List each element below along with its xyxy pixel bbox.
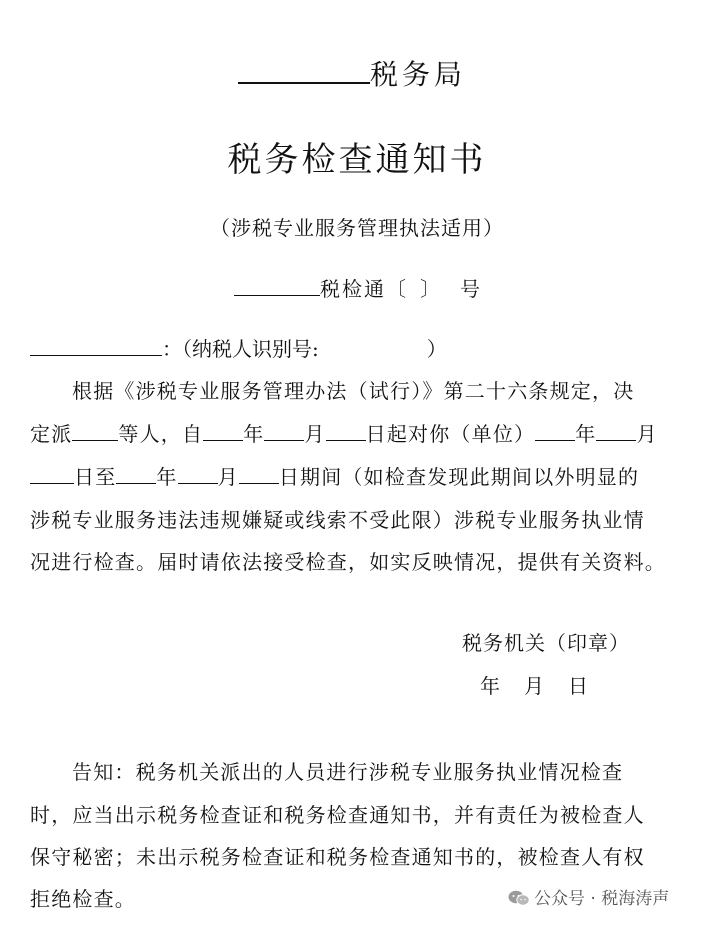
docno-blank	[234, 273, 320, 296]
date-year: 年	[480, 674, 500, 698]
body-line-1: 根据《涉税专业服务管理办法（试行）》第二十六条规定，决	[72, 379, 635, 403]
body-line-2	[30, 418, 658, 447]
addressee-line	[30, 333, 447, 362]
addressee-colon: ：	[162, 337, 182, 361]
document-number	[234, 273, 482, 302]
header-issuer	[238, 52, 466, 93]
body-text: 月	[636, 422, 658, 446]
start-month-blank	[264, 418, 304, 441]
body-text: 年	[243, 422, 265, 446]
start-day-blank	[326, 418, 366, 441]
issue-date	[480, 670, 588, 699]
addressee-blank	[30, 333, 162, 356]
body-text: 年	[156, 465, 178, 489]
period-start-year-blank	[535, 418, 575, 441]
subtitle: （涉税专业服务管理执法适用）	[210, 216, 504, 240]
wechat-icon	[508, 890, 530, 906]
body-text: 年	[575, 422, 597, 446]
body-text: 定派	[30, 422, 73, 446]
period-end-month-blank	[178, 461, 218, 484]
notice-line-3: 保守秘密；未出示税务检查证和税务检查通知书的，被检查人有权	[30, 845, 645, 869]
taxpayer-id-close: ）	[426, 337, 447, 361]
issuer-blank	[238, 52, 370, 84]
watermark	[508, 884, 669, 909]
page-title: 税务检查通知书	[227, 140, 487, 180]
authority-seal: 税务机关（印章）	[462, 631, 630, 655]
body-text: 月	[217, 465, 239, 489]
date-month: 月	[524, 674, 544, 698]
docno-middle: 税检通〔	[320, 277, 408, 301]
inspectors-blank	[72, 418, 118, 441]
notice-line-1: 告知：税务机关派出的人员进行涉税专业服务执业情况检查	[72, 760, 624, 784]
docno-tail: 号	[460, 277, 482, 301]
start-year-blank	[203, 418, 243, 441]
body-text: 日期间（如检查发现此期间以外明显的	[278, 465, 640, 489]
date-day: 日	[568, 674, 588, 698]
docno-close: 〕	[420, 277, 442, 301]
period-start-day-blank	[30, 461, 74, 484]
period-start-month-blank	[596, 418, 636, 441]
body-line-3	[30, 461, 639, 490]
body-line-4: 涉税专业服务违法违规嫌疑或线索不受此限）涉税专业服务执业情	[30, 508, 645, 532]
body-text: 日起对你（单位）	[365, 422, 536, 446]
body-text: 月	[304, 422, 326, 446]
period-end-year-blank	[116, 461, 156, 484]
watermark-text: 公众号 · 税海涛声	[534, 889, 670, 909]
body-line-5: 况进行检查。届时请依法接受检查，如实反映情况，提供有关资料。	[30, 550, 666, 574]
header-suffix: 税务局	[370, 58, 467, 91]
period-end-day-blank	[239, 461, 279, 484]
notice-line-2: 时，应当出示税务检查证和税务检查通知书，并有责任为被检查人	[30, 803, 645, 827]
body-text: 等人，自	[118, 422, 204, 446]
notice-line-4: 拒绝检查。	[30, 887, 136, 911]
body-text: 日至	[74, 465, 117, 489]
taxpayer-id-label: （纳税人识别号:	[182, 337, 319, 361]
